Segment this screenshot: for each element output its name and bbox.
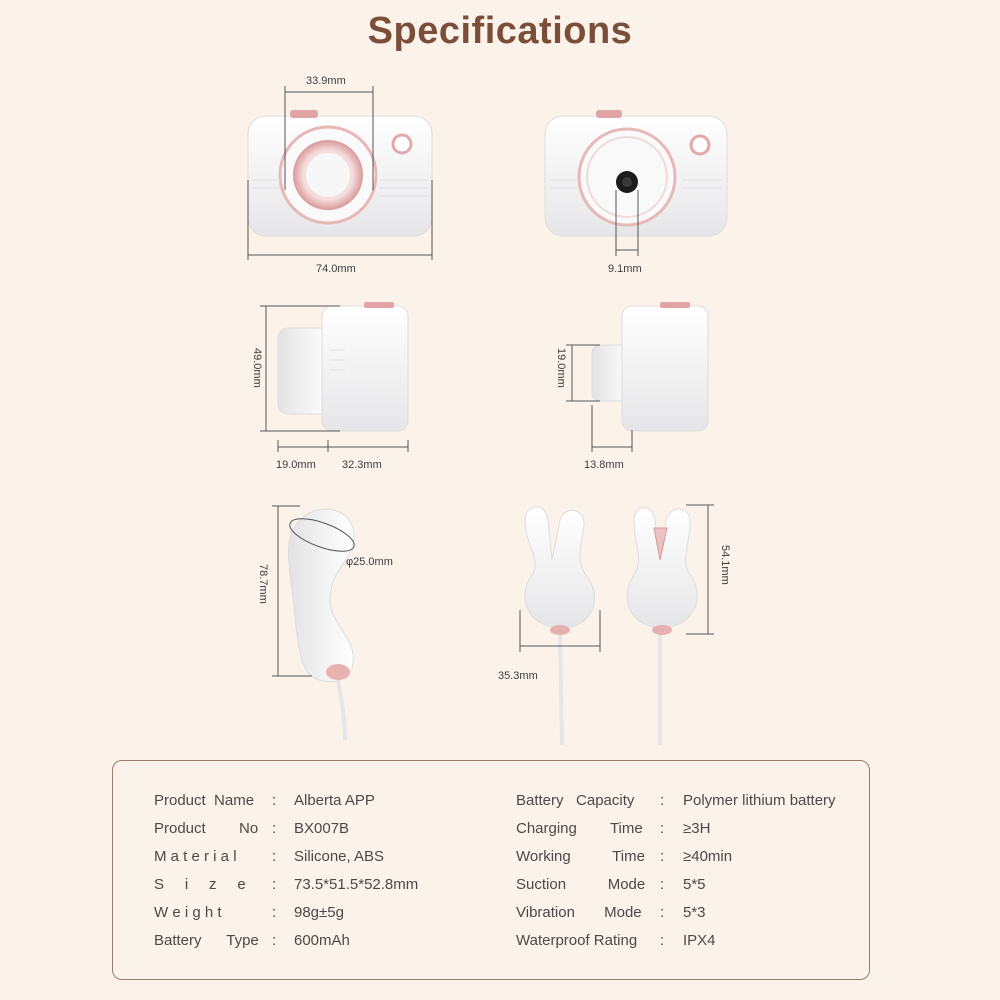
spec-value: Polymer lithium battery [683,792,836,809]
spec-value: IPX4 [683,932,716,949]
spec-label: W e i g h t [154,904,222,921]
dim-front-body: 74.0mm [316,263,356,275]
dim-side-lens: 19.0mm [276,459,316,471]
spec-colon: : [660,820,665,837]
spec-colon: : [660,932,665,949]
spec-value: 98g±5g [294,904,344,921]
dim-wand-length: 78.7mm [257,564,269,604]
dim-side-height: 49.0mm [251,348,263,388]
spec-value: ≥40min [683,848,733,865]
side-view-2-device [592,302,708,431]
spec-colon: : [272,792,277,809]
dim-side2-nozzle-depth: 13.8mm [584,459,624,471]
spec-colon: : [660,848,665,865]
wand-device [286,509,358,740]
back-view-device [545,110,727,236]
spec-colon: : [272,820,277,837]
side-view-device [278,302,408,431]
spec-colon: : [660,792,665,809]
spec-value: ≥3H [683,820,711,837]
spec-label: S i z e [154,876,246,893]
spec-value: 600mAh [294,932,350,949]
page-title: Specifications [367,10,633,52]
spec-colon: : [272,848,277,865]
spec-value: Silicone, ABS [294,848,385,865]
dim-back-nozzle: 9.1mm [608,263,642,275]
dim-side2-nozzle-height: 19.0mm [555,348,567,388]
spec-label: Product No [154,820,259,837]
dim-clip-width: 35.3mm [498,670,538,682]
clip-device-left [525,507,595,745]
dim-front-lens: 33.9mm [306,75,346,87]
dim-clip-height: 54.1mm [719,545,731,585]
clip-device-right [627,508,697,745]
spec-label: Working Time [516,848,645,865]
spec-label: Suction Mode [516,876,646,893]
spec-value: BX007B [294,820,350,837]
spec-value: Alberta APP [294,792,375,809]
spec-label: Vibration Mode [516,904,642,921]
spec-label: M a t e r i a l [154,848,237,865]
dim-side-body: 32.3mm [342,459,382,471]
spec-label: Battery Type [154,932,259,949]
spec-label: Charging Time [516,820,643,837]
spec-colon: : [660,904,665,921]
front-view-device [248,110,432,236]
spec-value: 5*5 [683,876,706,893]
spec-label: Product Name [154,792,255,809]
spec-label: Waterproof Rating [516,932,638,949]
spec-colon: : [272,904,277,921]
spec-label: Battery Capacity [516,792,635,809]
spec-colon: : [272,932,277,949]
spec-value: 5*3 [683,904,706,921]
dim-wand-diameter: φ25.0mm [346,556,393,568]
spec-value: 73.5*51.5*52.8mm [294,876,419,893]
spec-colon: : [660,876,665,893]
spec-colon: : [272,876,277,893]
